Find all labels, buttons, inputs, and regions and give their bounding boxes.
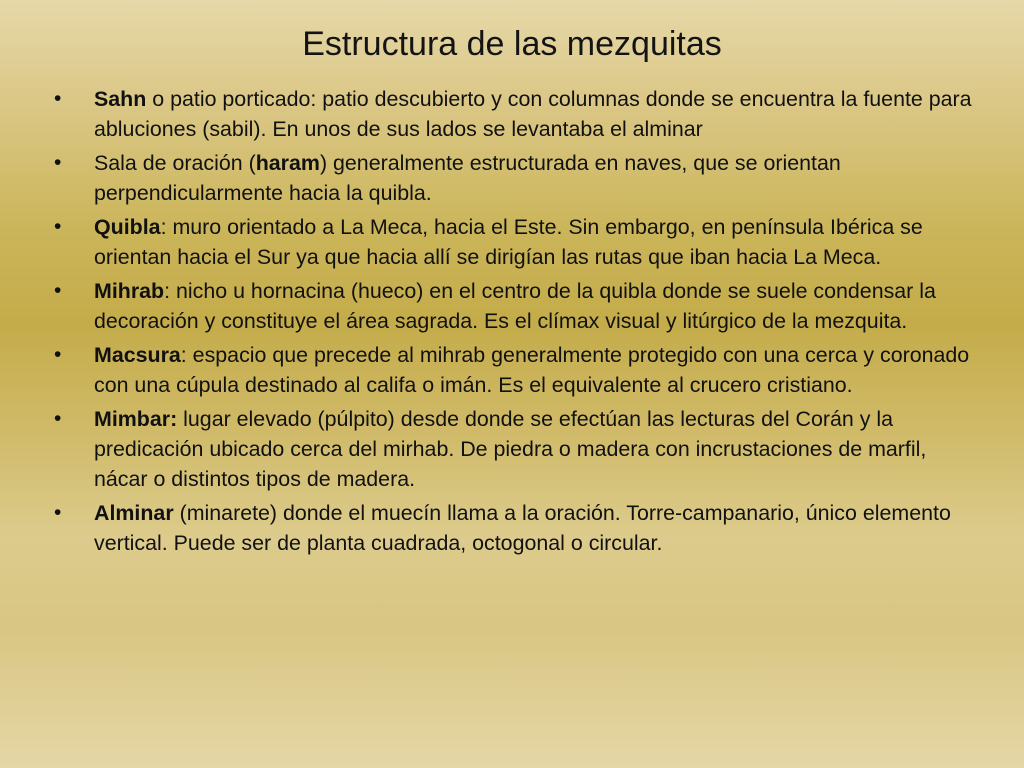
bullet-term: haram: [255, 151, 320, 175]
slide-title: Estructura de las mezquitas: [302, 25, 722, 63]
bullet-icon: •: [54, 407, 62, 430]
bullet-item-mihrab: [52, 276, 982, 336]
bullet-item-haram: [52, 148, 982, 208]
bullet-icon: •: [54, 343, 62, 366]
bullet-item-mimbar: [52, 404, 982, 494]
bullet-post-text: : muro orientado a La Meca, hacia el Este. Sin embargo, en península Ibérica se orientan hacia el Sur ya que hacia allí se dirigían las rutas que iban hacia La Meca.: [94, 215, 923, 269]
bullet-post-text: ) generalmente estructurada en naves, que se orientan perpendicularmente hacia la quibla.: [94, 151, 841, 205]
bullet-item-sahn: [52, 84, 982, 144]
bullet-post-text: : nicho u hornacina (hueco) en el centro de la quibla donde se suele condensar la decoración y constituye el área sagrada. Es el clímax visual y litúrgico de la mezquita.: [94, 279, 936, 333]
bullet-icon: •: [54, 501, 62, 524]
bullet-post-text: o patio porticado: patio descubierto y con columnas donde se encuentra la fuente para abluciones (sabil). En unos de sus lados se levantaba el alminar: [94, 87, 972, 141]
bullet-post-text: (minarete) donde el muecín llama a la oración. Torre-campanario, único elemento vertical. Puede ser de planta cuadrada, octogonal o circular.: [94, 501, 951, 555]
bullet-pre-text: Sala de oración (: [94, 151, 256, 175]
bullet-term: Alminar: [94, 501, 174, 525]
bullet-item-macsura: [52, 340, 982, 400]
bullet-icon: •: [54, 215, 62, 238]
bullet-post-text: lugar elevado (púlpito) desde donde se efectúan las lecturas del Corán y la predicación ubicado cerca del mirhab. De piedra o madera con incrustaciones de marfil, nácar o distintos tipos de madera.: [94, 407, 927, 491]
bullet-term: Macsura: [94, 343, 181, 367]
bullet-term: Quibla: [94, 215, 161, 239]
bullet-list: [52, 84, 982, 562]
bullet-icon: •: [54, 87, 62, 110]
bullet-term: Mimbar:: [94, 407, 178, 431]
bullet-item-alminar: [52, 498, 982, 558]
bullet-icon: •: [54, 279, 62, 302]
bullet-post-text: : espacio que precede al mihrab generalmente protegido con una cerca y coronado con una cúpula destinado al califa o imán. Es el equivalente al crucero cristiano.: [94, 343, 970, 397]
bullet-term: Mihrab: [94, 279, 165, 303]
bullet-item-quibla: [52, 212, 982, 272]
bullet-term: Sahn: [94, 87, 147, 111]
bullet-icon: •: [54, 151, 62, 174]
